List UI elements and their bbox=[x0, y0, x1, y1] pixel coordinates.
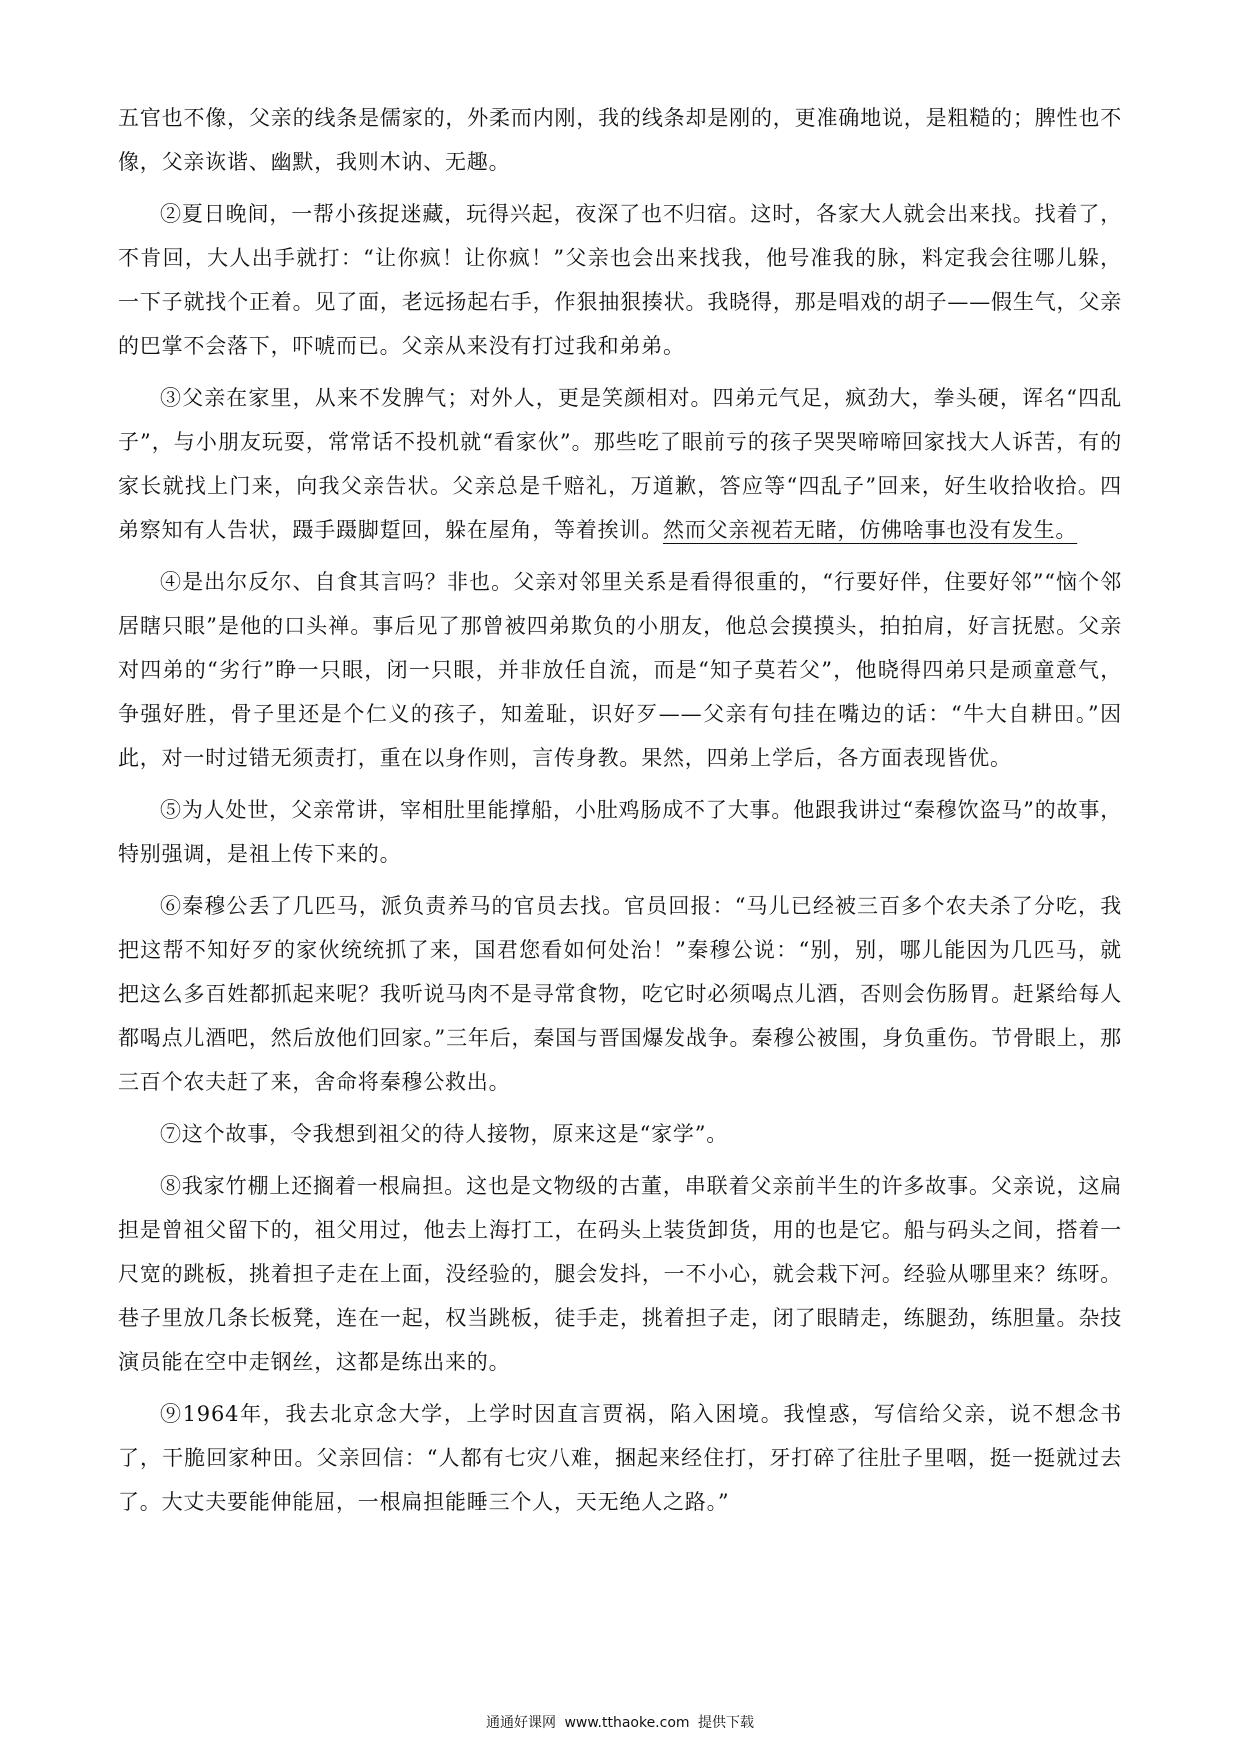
paragraph-5: ⑤为人处世，父亲常讲，宰相肚里能撑船，小肚鸡肠成不了大事。他跟我讲过“秦穆饮盗马”的故事，特别强调，是祖上传下来的。 bbox=[118, 798, 1122, 866]
article-body bbox=[118, 96, 1122, 1532]
paragraph-9: ⑨1964年，我去北京念大学，上学时因直言贾祸，陷入困境。我惶惑，写信给父亲，说不想念书了，干脆回家种田。父亲回信：“人都有七灾八难，捆起来经住打，牙打碎了往肚子里咽，挺一挺就过去了。大丈夫要能伸能屈，一根扁担能睡三个人，天无绝人之路。” bbox=[118, 1402, 1122, 1514]
underlined-sentence: 然而父亲视若无睹，仿佛啥事也没有发生。 bbox=[663, 518, 1078, 542]
paragraph-2: ②夏日晚间，一帮小孩捉迷藏，玩得兴起，夜深了也不归宿。这时，各家大人就会出来找。找着了，不肯回，大人出手就打：“让你疯！让你疯！”父亲也会出来找我，他号准我的脉，料定我会往哪儿躲，一下子就找个正着。见了面，老远扬起右手，作狠抽狠揍状。我晓得，那是唱戏的胡子——假生气，父亲的巴掌不会落下，吓唬而已。父亲从来没有打过我和弟弟。 bbox=[118, 202, 1122, 358]
paragraph-3-text: ③父亲在家里，从来不发脾气；对外人，更是笑颜相对。四弟元气足，疯劲大，拳头硬，诨名“四乱子”，与小朋友玩耍，常常话不投机就“看家伙”。那些吃了眼前亏的孩子哭哭啼啼回家找大人诉苦，有的家长就找上门来，向我父亲告状。父亲总是千赔礼，万道歉，答应等“四乱子”回来，好生收拾收拾。四弟察知有人告状，蹑手蹑脚踅回，躲在屋角，等着挨训。 bbox=[118, 386, 1122, 542]
paragraph-6: ⑥秦穆公丢了几匹马，派负责养马的官员去找。官员回报：“马儿已经被三百多个农夫杀了分吃，我把这帮不知好歹的家伙统统抓了来，国君您看如何处治！”秦穆公说：“别，别，哪儿能因为几匹马，就把这么多百姓都抓起来呢？我听说马肉不是寻常食物，吃它时必须喝点儿酒，否则会伤肠胃。赶紧给每人都喝点儿酒吧，然后放他们回家。”三年后，秦国与晋国爆发战争。秦穆公被围，身负重伤。节骨眼上，那三百个农夫赶了来，舍命将秦穆公救出。 bbox=[118, 894, 1122, 1094]
paragraph-3 bbox=[118, 376, 1122, 552]
footer-site-name: 通通好课网 bbox=[486, 1715, 556, 1731]
footer-site-url[interactable]: www.tthaoke.com bbox=[564, 1715, 690, 1731]
paragraph-7: ⑦这个故事，令我想到祖父的待人接物，原来这是“家学”。 bbox=[160, 1122, 729, 1146]
paragraph-4: ④是出尔反尔、自食其言吗？非也。父亲对邻里关系是看得很重的，“行要好伴，住要好邻”“恼个邻居瞎只眼”是他的口头禅。事后见了那曾被四弟欺负的小朋友，他总会摸摸头，拍拍肩，好言抚慰。父亲对四弟的“劣行”睁一只眼，闭一只眼，并非放任自流，而是“知子莫若父”，他晓得四弟只是顽童意气，争强好胜，骨子里还是个仁义的孩子，知羞耻，识好歹——父亲有句挂在嘴边的话：“牛大自耕田。”因此，对一时过错无须责打，重在以身作则，言传身教。果然，四弟上学后，各方面表现皆优。 bbox=[118, 570, 1122, 770]
paragraph-8: ⑧我家竹棚上还搁着一根扁担。这也是文物级的古董，串联着父亲前半生的许多故事。父亲说，这扁担是曾祖父留下的，祖父用过，他去上海打工，在码头上装货卸货，用的也是它。船与码头之间，搭着一尺宽的跳板，挑着担子走在上面，没经验的，腿会发抖，一不小心，就会栽下河。经验从哪里来？练呀。巷子里放几条长板凳，连在一起，权当跳板，徒手走，挑着担子走，闭了眼睛走，练腿劲，练胆量。杂技演员能在空中走钢丝，这都是练出来的。 bbox=[118, 1174, 1122, 1374]
page-footer bbox=[0, 1712, 1240, 1732]
paragraph-continued: 五官也不像，父亲的线条是儒家的，外柔而内刚，我的线条却是刚的，更准确地说，是粗糙的；脾性也不像，父亲诙谐、幽默，我则木讷、无趣。 bbox=[118, 106, 1122, 174]
footer-suffix: 提供下载 bbox=[698, 1715, 754, 1731]
